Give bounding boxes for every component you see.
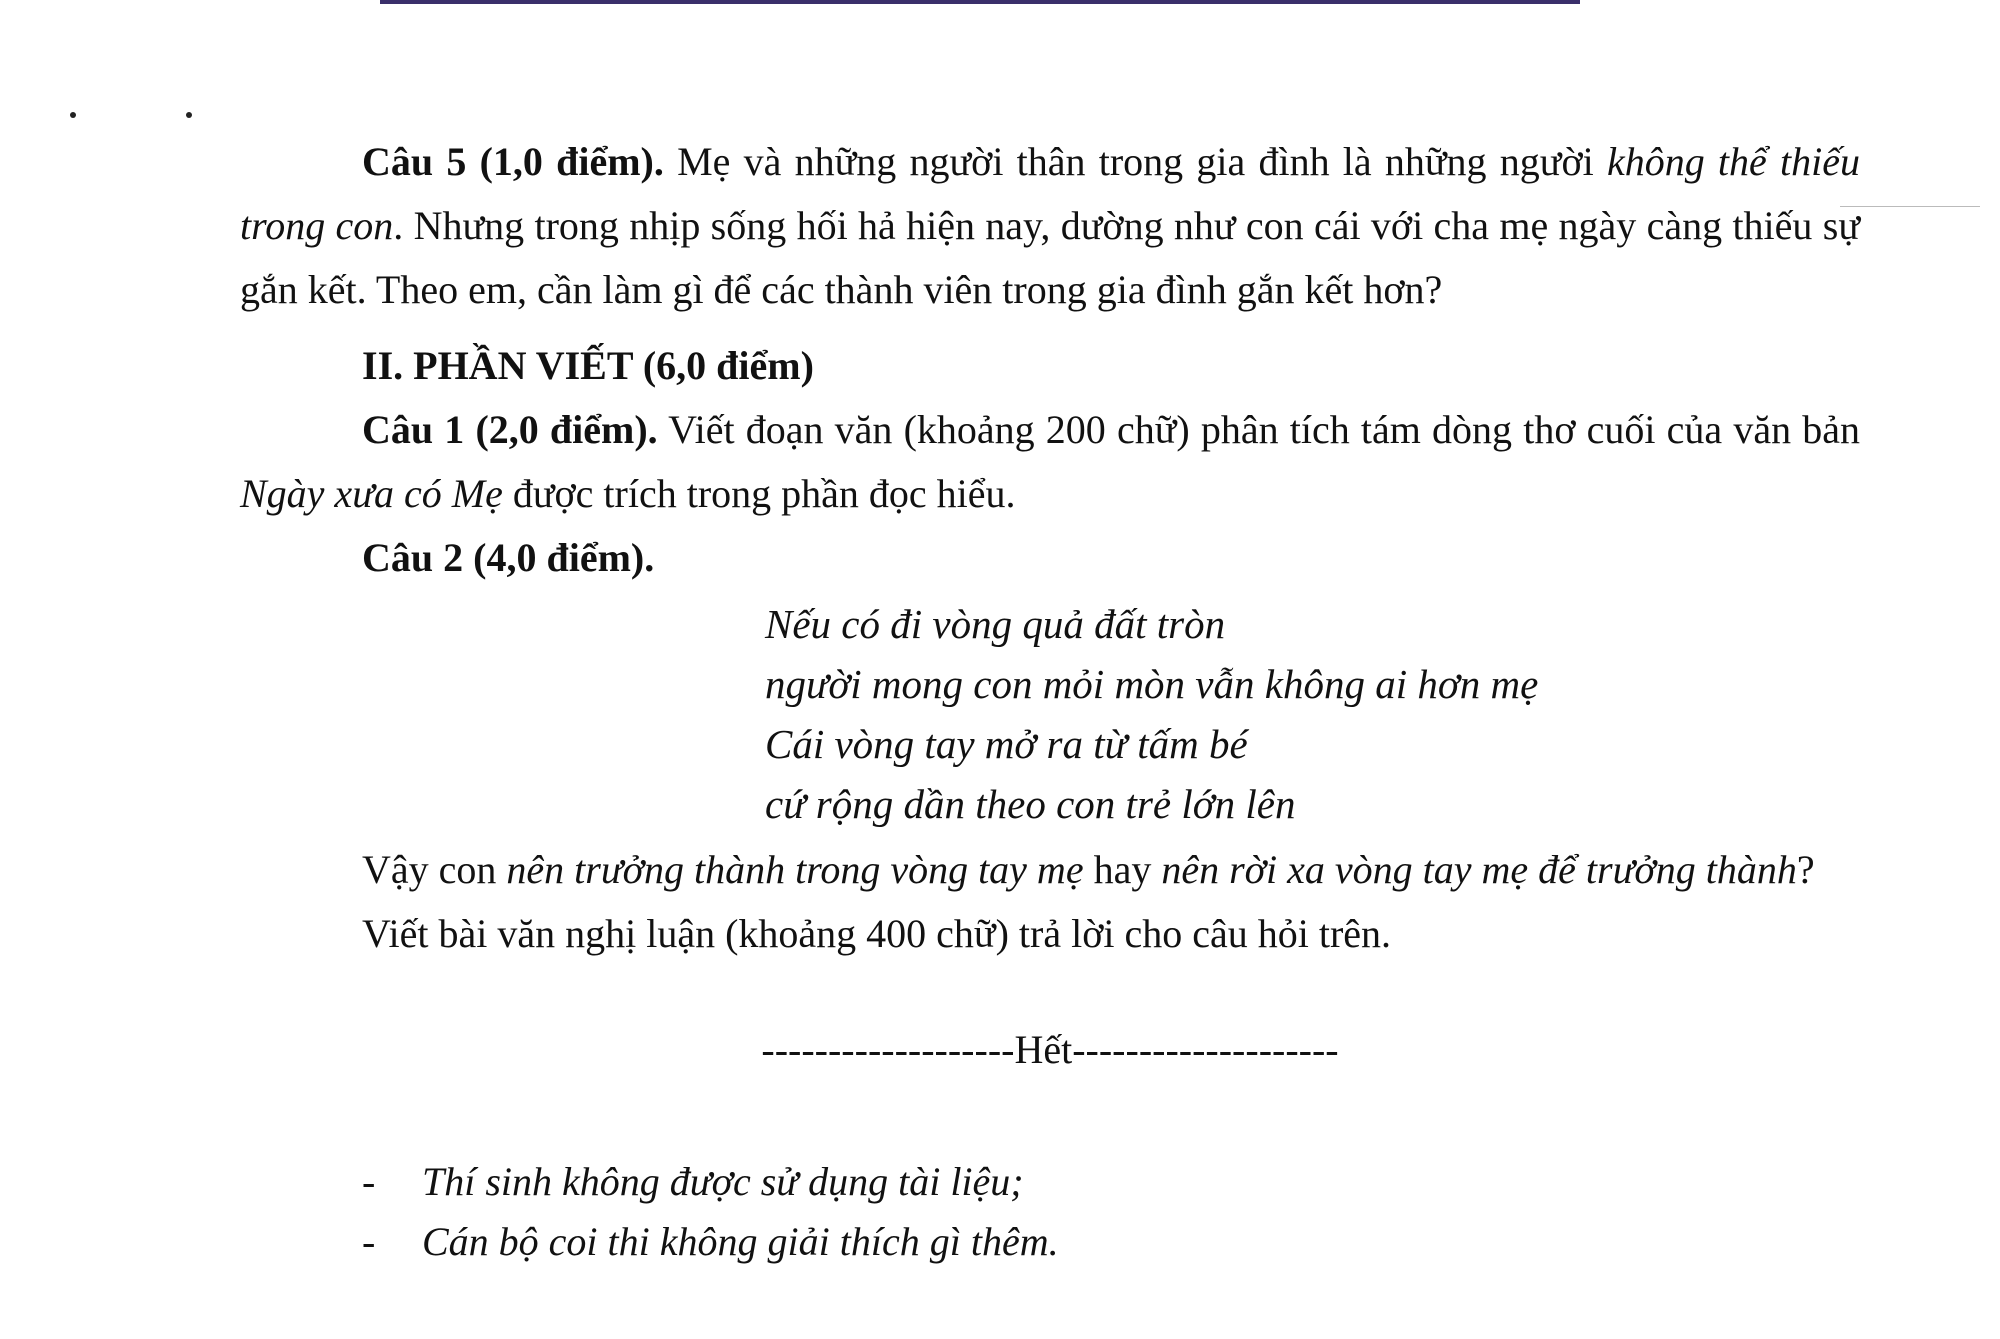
poem-excerpt [765, 594, 1860, 834]
poem-line: người mong con mỏi mòn vẫn không ai hơn mẹ [765, 661, 1539, 707]
note-item [362, 1152, 1860, 1212]
list-dash: - [362, 1219, 376, 1264]
question-1-text-cont: được trích trong phần đọc hiểu. [502, 471, 1016, 516]
question-2-instruction: Viết bài văn nghị luận (khoảng 400 chữ) trả lời cho câu hỏi trên. [362, 911, 1392, 956]
question-5-quote: không thể thiếu trong con [240, 139, 1860, 248]
question-2 [362, 526, 1860, 590]
scan-mark [1840, 206, 1980, 207]
question-5-text-cont: . Nhưng trong nhịp sống hối hả hiện nay, dường như con cái với cha mẹ ngày càng thiếu sự gắn kết. Theo em, cần làm gì để các thành viên trong gia đình gắn kết hơn? [240, 203, 1860, 312]
question-1-text: Viết đoạn văn (khoảng 200 chữ) phân tích tám dòng thơ cuối của văn bản [657, 407, 1860, 452]
section-title: II. PHẦN VIẾT (6,0 điểm) [362, 343, 814, 388]
note-text: Cán bộ coi thi không giải thích gì thêm. [422, 1219, 1059, 1264]
scan-top-edge [380, 0, 1580, 4]
exam-notes [362, 1152, 1860, 1272]
poem-line: cứ rộng dần theo con trẻ lớn lên [765, 781, 1296, 827]
question-5 [240, 130, 1860, 322]
prompt-text: Vậy con [362, 847, 507, 892]
end-marker: -------------------Hết-------------------- [761, 1027, 1339, 1072]
question-1-work-title: Ngày xưa có Mẹ [240, 471, 503, 516]
question-1-label: Câu 1 (2,0 điểm). [362, 407, 658, 452]
scan-speck [186, 112, 192, 118]
exam-page [240, 130, 1860, 1272]
prompt-option-2: nên rời xa vòng tay mẹ để trưởng thành [1161, 847, 1797, 892]
question-1 [240, 398, 1860, 526]
question-2-question [362, 838, 1860, 902]
prompt-text: ? [1796, 847, 1815, 892]
question-2-label: Câu 2 (4,0 điểm). [362, 535, 655, 580]
list-dash: - [362, 1159, 376, 1204]
scan-speck [70, 112, 76, 118]
question-2-prompt [362, 838, 1860, 966]
prompt-option-1: nên trưởng thành trong vòng tay mẹ [506, 847, 1084, 892]
question-5-label: Câu 5 (1,0 điểm). [362, 139, 664, 184]
poem-line: Cái vòng tay mở ra từ tấm bé [765, 721, 1248, 767]
note-item [362, 1212, 1860, 1272]
prompt-text: hay [1083, 847, 1162, 892]
question-5-text: Mẹ và những người thân trong gia đình là những người [663, 139, 1607, 184]
note-text: Thí sinh không được sử dụng tài liệu; [422, 1159, 1024, 1204]
poem-line: Nếu có đi vòng quả đất tròn [765, 601, 1226, 647]
